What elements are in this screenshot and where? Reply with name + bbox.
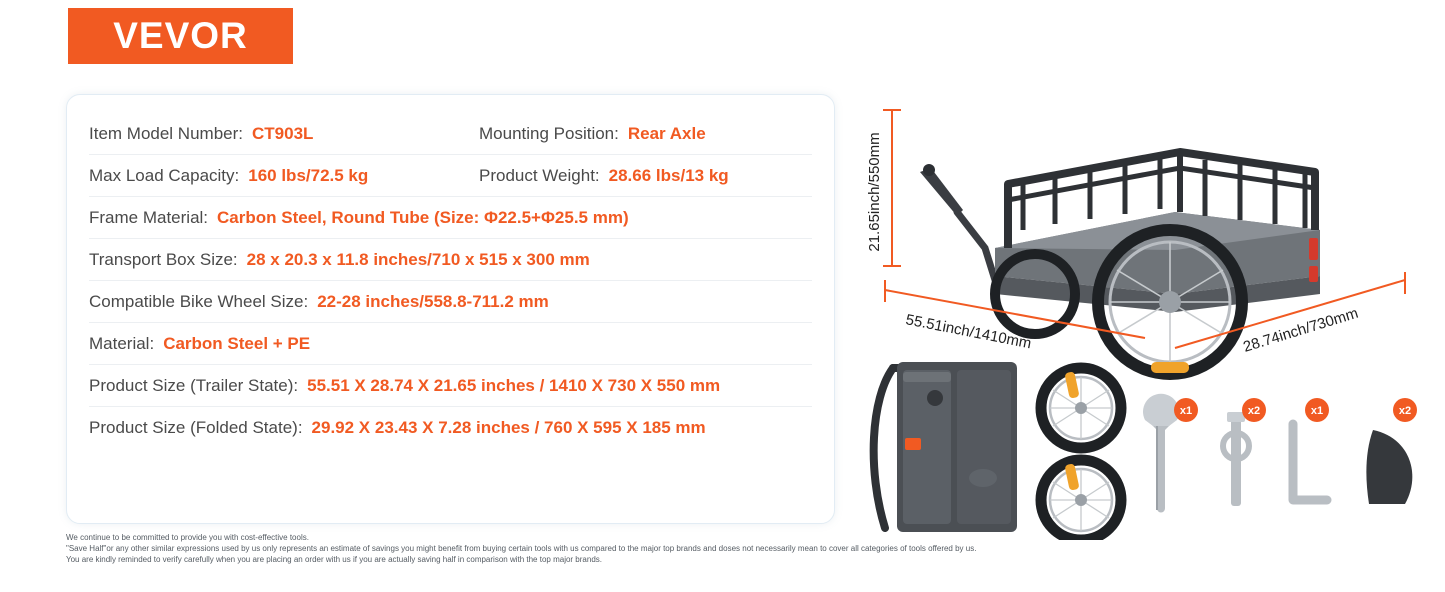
spec-row	[89, 281, 812, 323]
spec-label: Product Size (Folded State):	[89, 418, 303, 437]
qty-badge-fender	[1393, 398, 1417, 422]
spec-cell-compatible-bike-wheel-size	[89, 292, 812, 312]
wheel-part-top	[1041, 368, 1121, 448]
spec-value: 29.92 X 23.43 X 7.28 inches / 760 X 595 X 185 mm	[311, 418, 706, 437]
dimension-height-label: 21.65inch/550mm	[866, 132, 883, 252]
spec-label: Product Weight:	[479, 166, 600, 185]
spec-label: Transport Box Size:	[89, 250, 238, 269]
spec-label: Item Model Number:	[89, 124, 243, 143]
spec-cell-product-weight	[479, 166, 809, 186]
specification-card	[66, 94, 835, 524]
spec-row	[89, 113, 812, 155]
vevor-logo	[68, 8, 293, 64]
disclaimer-line-1: We continue to be committed to provide you with cost-effective tools.	[66, 533, 309, 542]
product-illustration	[845, 80, 1440, 540]
spec-row	[89, 239, 812, 281]
wheel-front	[1098, 230, 1242, 374]
fender-icon	[1366, 430, 1412, 504]
disclaimer-line-2: "Save Half"or any other similar expressions used by us only represents an estimate of savings you might benefit from buying certain tools with us compared to the major top brands and doses not necessarily mean to cover all categories of tools offered by us.	[66, 544, 977, 553]
spec-value: 55.51 X 28.74 X 21.65 inches / 1410 X 730 X 550 mm	[307, 376, 721, 395]
spec-value: 22-28 inches/558.8-711.2 mm	[317, 292, 549, 311]
spec-value: Carbon Steel, Round Tube (Size: Φ22.5+Φ25.5 mm)	[217, 208, 629, 227]
spec-value: Carbon Steel + PE	[163, 334, 311, 353]
spec-row	[89, 197, 812, 239]
spec-value: CT903L	[252, 124, 314, 143]
folded-parts-illustration	[874, 362, 1417, 540]
spec-label: Max Load Capacity:	[89, 166, 240, 185]
qty-badge-text: x2	[1247, 405, 1261, 417]
spec-row	[89, 407, 812, 448]
dimension-width-label: 28.74inch/730mm	[1241, 304, 1361, 356]
spec-value: 28.66 lbs/13 kg	[608, 166, 729, 185]
spec-label: Compatible Bike Wheel Size:	[89, 292, 309, 311]
qty-badge-text: x1	[1179, 405, 1193, 417]
spec-value: 160 lbs/72.5 kg	[248, 166, 369, 185]
spec-cell-frame-material	[89, 208, 812, 228]
bolt-nut-icon	[1223, 412, 1249, 506]
disclaimer-line-3: You are kindly reminded to verify carefully when you are placing an order with us if you are actually saving half in comparison with the top major brands.	[66, 555, 602, 564]
spec-row	[89, 365, 812, 407]
qty-badge-wrench	[1174, 398, 1198, 422]
spec-label: Material:	[89, 334, 155, 353]
qty-badge-allen-key	[1305, 398, 1329, 422]
spec-cell-mounting-position	[479, 124, 809, 144]
spec-label: Product Size (Trailer State):	[89, 376, 299, 395]
wheel-part-bottom	[1041, 460, 1121, 540]
logo-text: VEVOR	[113, 15, 248, 56]
spec-value: Rear Axle	[627, 124, 706, 143]
spec-cell-transport-box-size	[89, 250, 812, 270]
dimension-length-label: 55.51inch/1410mm	[904, 311, 1033, 353]
spec-cell-material	[89, 334, 812, 354]
spec-label: Frame Material:	[89, 208, 209, 227]
qty-badge-text: x1	[1310, 405, 1324, 417]
spec-cell-max-load-capacity	[89, 166, 479, 186]
spec-row	[89, 155, 812, 197]
wrench-icon	[1143, 394, 1179, 513]
spec-cell-model-number	[89, 124, 479, 144]
spec-value: 28 x 20.3 x 11.8 inches/710 x 515 x 300 mm	[246, 250, 590, 269]
spec-cell-product-size-folded-state	[89, 418, 812, 438]
spec-cell-product-size-trailer-state	[89, 376, 812, 396]
allen-key-icon	[1293, 424, 1327, 500]
qty-badge-text: x2	[1398, 405, 1412, 417]
spec-label: Mounting Position:	[479, 124, 619, 143]
spec-row	[89, 323, 812, 365]
qty-badge-bolt	[1242, 398, 1266, 422]
